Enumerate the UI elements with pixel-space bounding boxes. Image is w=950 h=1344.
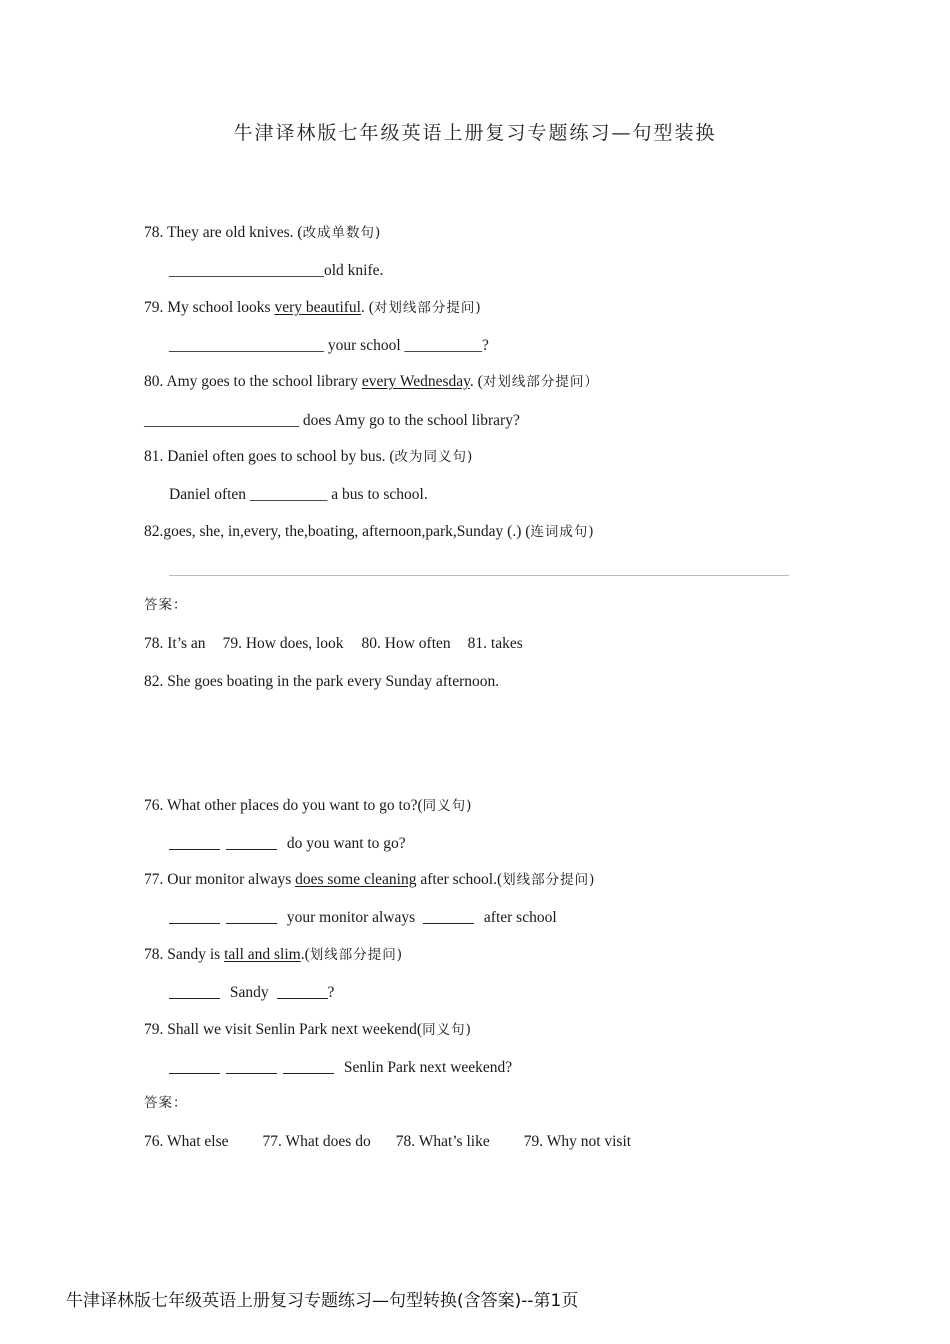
answer-line-78b: Sandy ? — [169, 982, 334, 1004]
answer-separator-line — [169, 575, 789, 576]
answer-line-79b: Senlin Park next weekend? — [169, 1057, 512, 1079]
page-footer: 牛津译林版七年级英语上册复习专题练习—句型转换(含答案)--第1页 — [66, 1291, 579, 1311]
answer-key-82: 82. She goes boating in the park every Sunday afternoon. — [144, 673, 500, 690]
answer-line-77: your monitor always after school — [169, 907, 557, 929]
underlined-phrase: does some cleaning — [295, 871, 417, 888]
question-78: 78. They are old knives. (改成单数句) — [144, 224, 382, 241]
question-80: 80. Amy goes to the school library every Wednesday. (对划线部分提问） — [144, 373, 599, 390]
answer-line-80: ____________________ does Amy go to the school library? — [144, 412, 520, 429]
answer-line-81: Daniel often __________ a bus to school. — [169, 486, 428, 503]
question-82: 82.goes, she, in,every, the,boating, afternoon,park,Sunday (.) (连词成句) — [144, 523, 595, 540]
underlined-phrase: tall and slim — [224, 946, 301, 963]
underlined-phrase: very beautiful — [274, 299, 361, 316]
question-79: 79. My school looks very beautiful. (对划线部分提问) — [144, 299, 482, 316]
answer-line-79: ____________________ your school __________? — [169, 337, 489, 354]
answer-line-78: ____________________old knife. — [169, 262, 384, 279]
answer-label: 答案： — [144, 597, 188, 613]
question-81: 81. Daniel often goes to school by bus. (改为同义句) — [144, 448, 474, 465]
answer-key-row-2: 76. What else 77. What does do 78. What’s like 79. Why not visit — [144, 1133, 632, 1150]
question-77: 77. Our monitor always does some cleaning after school.(划线部分提问) — [144, 871, 596, 888]
underlined-phrase: every Wednesday — [361, 373, 470, 390]
question-79b: 79. Shall we visit Senlin Park next weekend(同义句) — [144, 1021, 472, 1038]
answer-key-row: 78. It’s an 79. How does, look 80. How often 81. takes — [144, 635, 523, 652]
question-76: 76. What other places do you want to go to?(同义句) — [144, 797, 473, 814]
question-78b: 78. Sandy is tall and slim.(划线部分提问) — [144, 946, 404, 963]
document-title: 牛津译林版七年级英语上册复习专题练习—句型装换 — [233, 122, 717, 144]
answer-label-2: 答案： — [144, 1095, 188, 1111]
answer-line-76: do you want to go? — [169, 833, 406, 855]
